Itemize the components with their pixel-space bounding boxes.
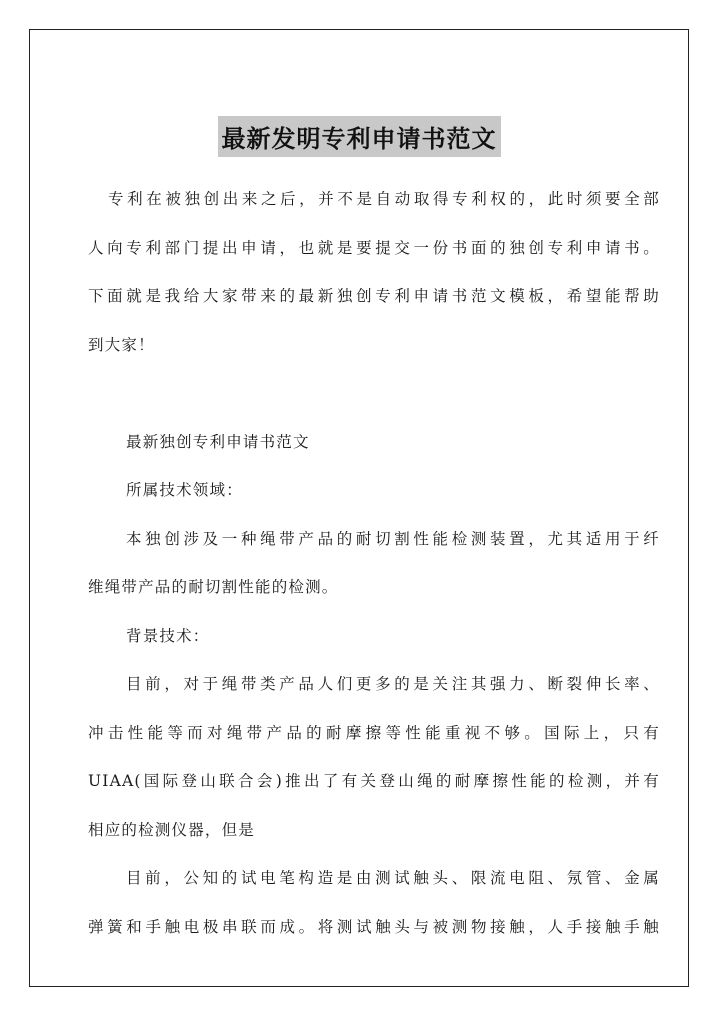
page	[29, 29, 689, 987]
paragraph-line: 目前，对于绳带类产品人们更多的是关注其强力、断裂伸长率、	[126, 675, 660, 693]
section-heading: 最新独创专利申请书范文	[126, 432, 310, 451]
document-body	[88, 177, 660, 953]
paragraph-line: 到大家！	[88, 335, 155, 354]
paragraph-line: 目前，公知的试电笔构造是由测试触头、限流电阻、氖管、金属	[126, 869, 660, 887]
paragraph-line: 相应的检测仪器，但是	[88, 820, 256, 839]
title-container	[30, 116, 688, 157]
paragraph-line: 弹簧和手触电极串联而成。将测试触头与被测物接触，人手接触手触	[88, 917, 660, 936]
section-heading: 背景技术：	[126, 626, 210, 645]
paragraph-line: 人向专利部门提出申请，也就是要提交一份书面的独创专利申请书。	[88, 238, 660, 257]
blank-line	[88, 371, 660, 420]
document-title: 最新发明专利申请书范文	[218, 116, 501, 157]
paragraph-line: 冲击性能等而对绳带产品的耐摩擦等性能重视不够。国际上，只有	[88, 723, 660, 742]
paragraph-line: 维绳带产品的耐切割性能的检测。	[88, 578, 339, 596]
paragraph-line: UIAA(国际登山联合会)推出了有关登山绳的耐摩擦性能的检测，并有	[88, 772, 660, 790]
paragraph-line: 本独创涉及一种绳带产品的耐切割性能检测装置，尤其适用于纤	[126, 529, 660, 548]
paragraph-line: 下面就是我给大家带来的最新独创专利申请书范文模板，希望能帮助	[88, 287, 660, 305]
section-heading: 所属技术领域：	[126, 481, 243, 499]
paragraph-line: 专利在被独创出来之后，并不是自动取得专利权的，此时须要全部	[108, 190, 660, 208]
